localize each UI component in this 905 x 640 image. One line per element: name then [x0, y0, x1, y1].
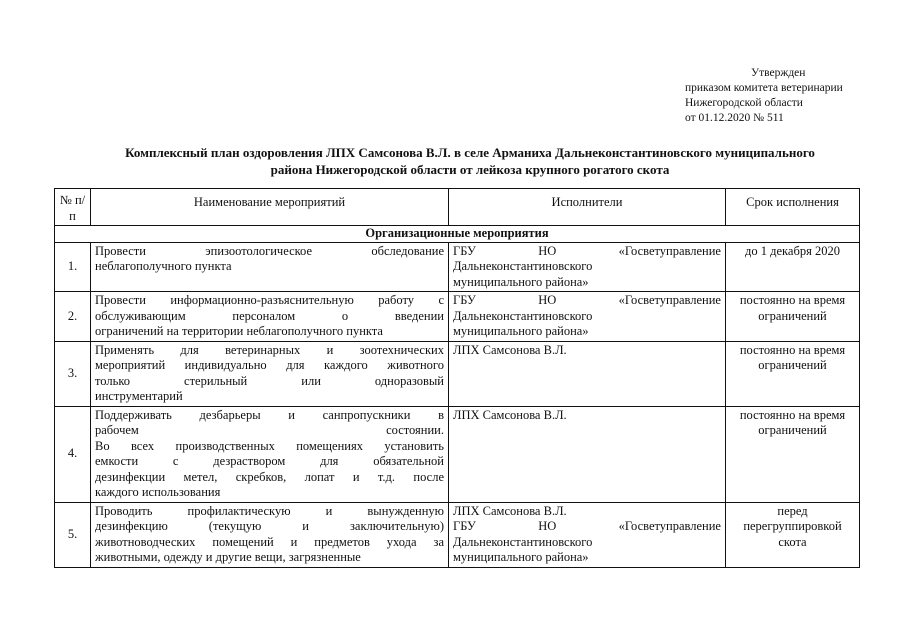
- measure-line: Во всех производственных помещениях установить: [95, 438, 444, 453]
- row-num: 4.: [55, 406, 91, 502]
- header-num: № п/п: [55, 189, 91, 226]
- approval-stamp: [685, 66, 843, 126]
- measure-line: Применять для ветеринарных и зоотехнических: [95, 342, 444, 357]
- table-header-row: [55, 189, 860, 226]
- row-num: 2.: [55, 292, 91, 342]
- executor-line: ГБУ НО «Госветуправление: [453, 293, 721, 307]
- measure-line: Проводить профилактическую и вынужденную: [95, 503, 444, 518]
- executor-line: ЛПХ Самсонова В.Л.: [453, 503, 567, 518]
- section-row: [55, 226, 860, 243]
- row-deadline: до 1 декабря 2020: [726, 242, 860, 292]
- row-executors: [449, 502, 726, 567]
- measure-line: емкости с дезраствором для обязательной: [95, 454, 444, 468]
- row-measure: [91, 292, 449, 342]
- executor-line: муниципального района»: [453, 324, 589, 338]
- measure-line: каждого использования: [95, 485, 221, 499]
- measures-table: [54, 188, 860, 568]
- measure-line: Провести эпизоотологическое обследование: [95, 243, 444, 258]
- measure-line: мероприятий индивидуально для каждого животного: [95, 358, 444, 372]
- row-measure: [91, 502, 449, 567]
- section-title: Организационные мероприятия: [55, 226, 860, 243]
- approval-line: Нижегородской области: [685, 97, 803, 109]
- row-executors: [449, 292, 726, 342]
- measure-line: рабочем состоянии.: [95, 423, 444, 437]
- row-deadline: постоянно на время ограничений: [726, 341, 860, 406]
- executor-line: Дальнеконстантиновского: [453, 259, 593, 273]
- executor-line: ЛПХ Самсонова В.Л.: [453, 407, 567, 422]
- measure-line: ограничений на территории неблагополучного пункта: [95, 324, 383, 338]
- table-row: [55, 292, 860, 342]
- table-row: [55, 406, 860, 502]
- executor-line: Дальнеконстантиновского: [453, 534, 593, 549]
- header-executors: Исполнители: [449, 189, 726, 226]
- measure-line: обслуживающим персоналом о введении: [95, 308, 444, 323]
- title-line: района Нижегородской области от лейкоза крупного рогатого скота: [270, 162, 670, 177]
- executor-line: Дальнеконстантиновского: [453, 308, 593, 323]
- header-deadline: Срок исполнения: [726, 189, 860, 226]
- measure-line: дезинфекцию (текущую и заключительную): [95, 519, 444, 533]
- table-row: [55, 341, 860, 406]
- row-deadline: перед перегруппировкой скота: [726, 502, 860, 567]
- table-row: [55, 502, 860, 567]
- row-measure: [91, 341, 449, 406]
- row-num: 5.: [55, 502, 91, 567]
- title-line: Комплексный план оздоровления ЛПХ Самсонова В.Л. в селе Арманиха Дальнеконстантиновского муниципального: [125, 145, 815, 160]
- approval-line: Утвержден: [751, 67, 806, 79]
- measure-line: дезинфекции метел, скребков, лопат и т.д. после: [95, 469, 444, 484]
- header-name: Наименование мероприятий: [91, 189, 449, 226]
- table-row: [55, 242, 860, 292]
- executor-line: ЛПХ Самсонова В.Л.: [453, 342, 567, 357]
- row-measure: [91, 242, 449, 292]
- row-executors: [449, 406, 726, 502]
- row-deadline: постоянно на время ограничений: [726, 406, 860, 502]
- approval-line: от 01.12.2020 № 511: [685, 112, 784, 124]
- row-deadline: постоянно на время ограничений: [726, 292, 860, 342]
- measure-line: Провести информационно-разъяснительную работу с: [95, 293, 444, 307]
- document-title: [40, 144, 900, 178]
- measure-line: животноводческих помещений и предметов ухода за: [95, 534, 444, 549]
- executor-line: ГБУ НО «Госветуправление: [453, 519, 721, 533]
- measure-line: инструментарий: [95, 389, 183, 403]
- row-measure: [91, 406, 449, 502]
- executor-line: муниципального района»: [453, 550, 589, 564]
- executor-line: муниципального района»: [453, 274, 589, 289]
- measure-line: неблагополучного пункта: [95, 259, 232, 273]
- row-executors: [449, 242, 726, 292]
- row-num: 3.: [55, 341, 91, 406]
- executor-line: ГБУ НО «Госветуправление: [453, 243, 721, 258]
- measure-line: Поддерживать дезбарьеры и санпропускники в: [95, 407, 444, 422]
- approval-line: приказом комитета ветеринарии: [685, 82, 843, 94]
- measure-line: только стерильный или одноразовый: [95, 373, 444, 388]
- row-num: 1.: [55, 242, 91, 292]
- row-executors: [449, 341, 726, 406]
- measure-line: животными, одежду и другие вещи, загрязненные: [95, 550, 361, 564]
